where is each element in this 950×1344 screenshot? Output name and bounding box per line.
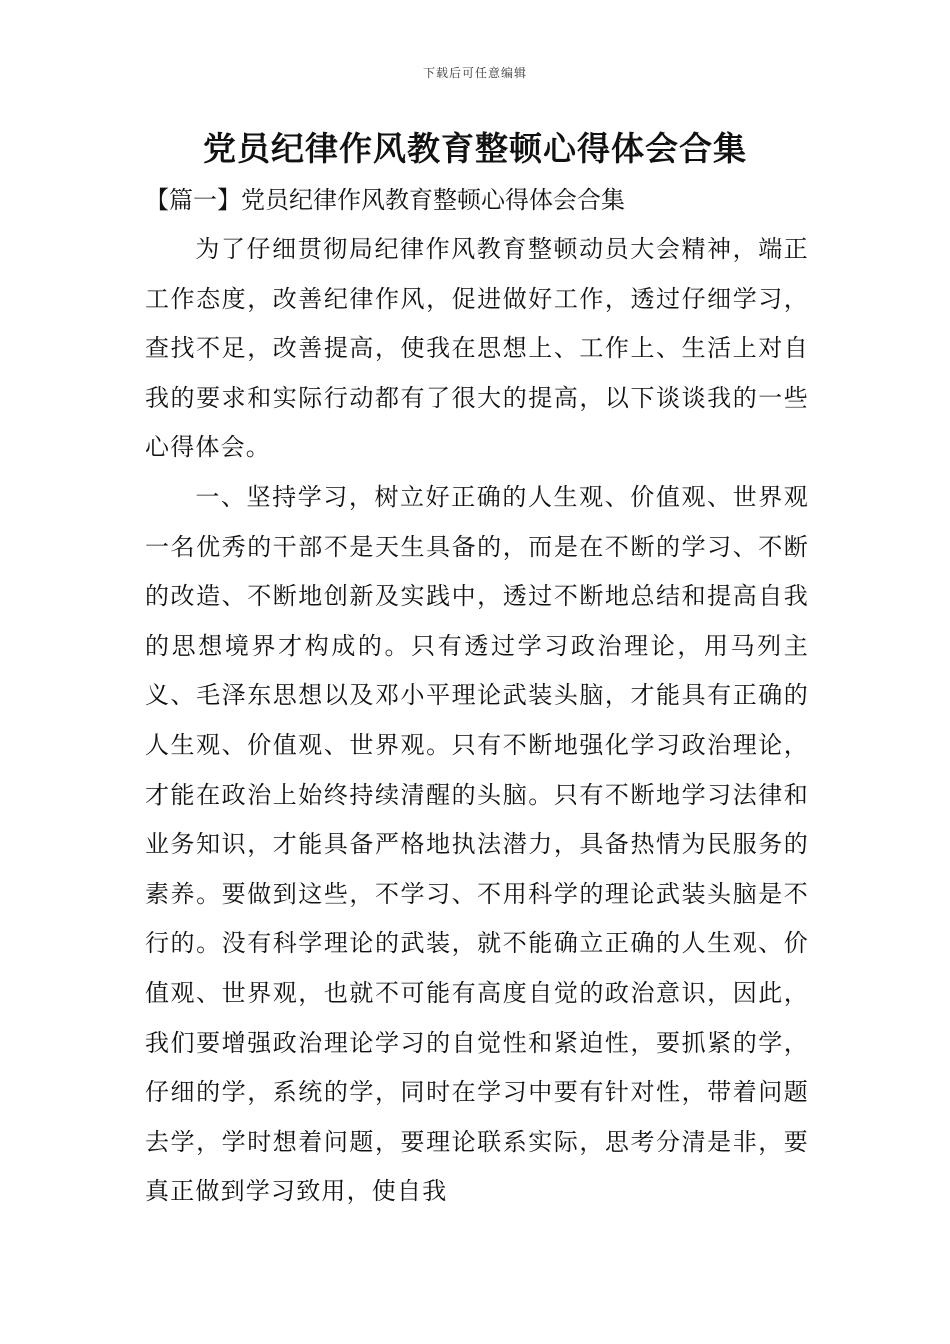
document-title: 党员纪律作风教育整顿心得体会合集 [203, 129, 747, 168]
section-heading: 【篇一】党员纪律作风教育整顿心得体会合集 [145, 186, 625, 214]
header-note: 下载后可任意编辑 [422, 66, 527, 80]
paragraph-point-one: 一、坚持学习，树立好正确的人生观、价值观、世界观一名优秀的干部不是天生具备的，而是在不断的学习、不断的改造、不断地创新及实践中，透过不断地总结和提高自我的思想境界才构成的。只有透过学习政治理论，用马列主义、毛泽东思想以及邓小平理论武装头脑，才能具有正确的人生观、价值观、世界观。只有不断地强化学习政治理论，才能在政治上始终持续清醒的头脑。只有不断地学习法律和业务知识，才能具备严格地执法潜力，具备热情为民服务的素养。要做到这些，不学习、不用科学的理论武装头脑是不行的。没有科学理论的武装，就不能确立正确的人生观、价值观、世界观，也就不可能有高度自觉的政治意识，因此，我们要增强政治理论学习的自觉性和紧迫性，要抓紧的学，仔细的学，系统的学，同时在学习中要有针对性，带着问题去学，学时想着问题，要理论联系实际，思考分清是非，要真正做到学习致用，使自我 [145, 482, 809, 1206]
body-text [145, 225, 809, 1217]
paragraph-intro: 为了仔细贯彻局纪律作风教育整顿动员大会精神，端正工作态度，改善纪律作风，促进做好工作，透过仔细学习，查找不足，改善提高，使我在思想上、工作上、生活上对自我的要求和实际行动都有了很大的提高，以下谈谈我的一些心得体会。 [145, 235, 809, 462]
